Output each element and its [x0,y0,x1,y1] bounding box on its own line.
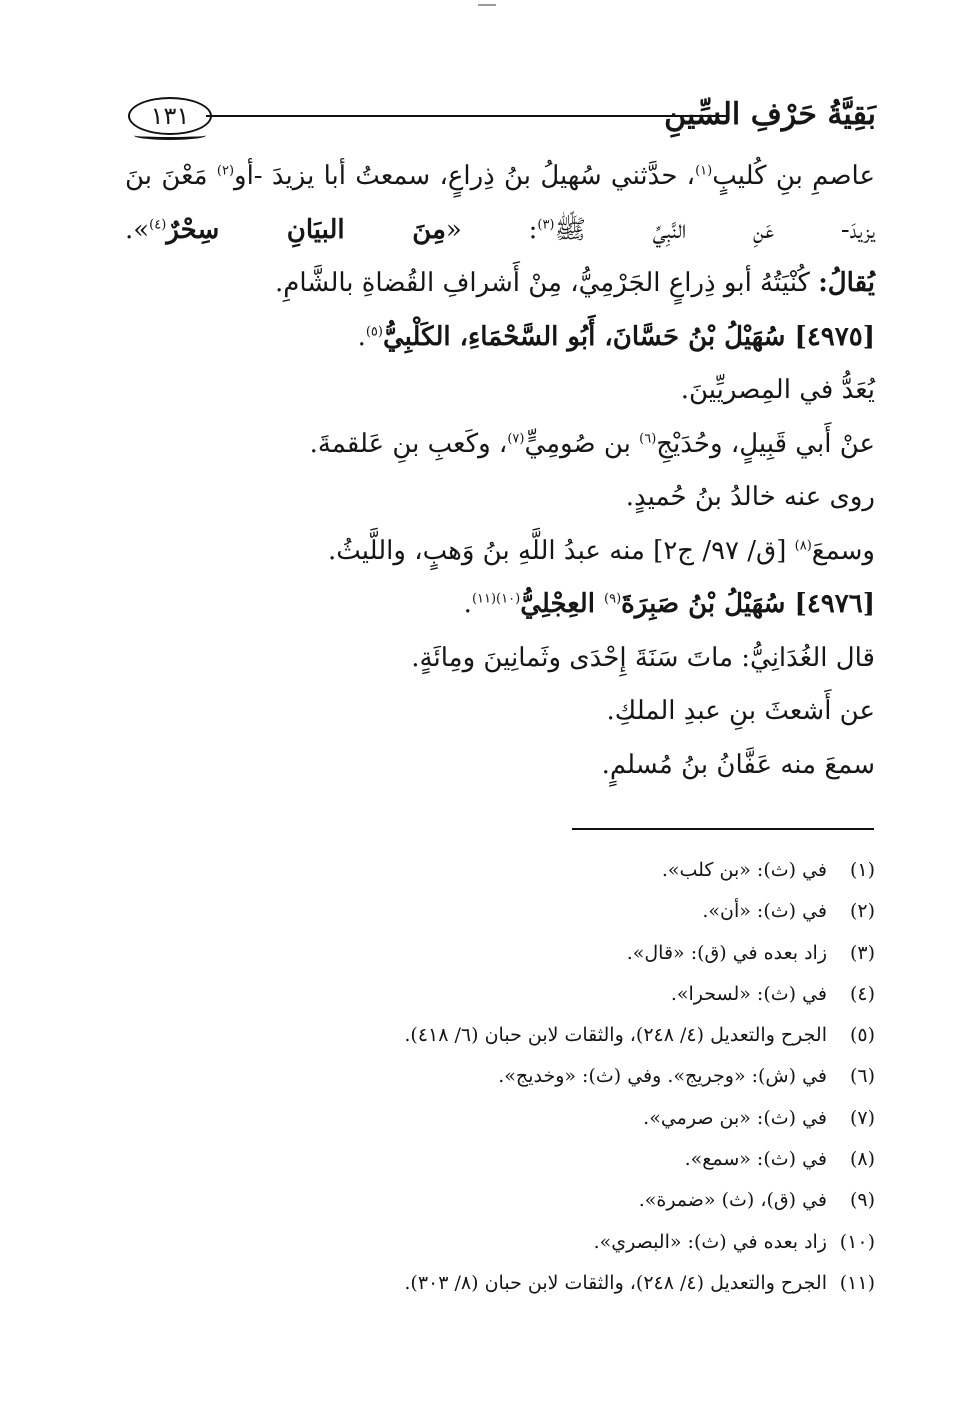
body-line [125,204,875,258]
page-number: ١٣١ [150,102,190,130]
footnote-item [300,1056,875,1097]
body-line [125,471,875,525]
footnote-number: (٧) [849,1106,875,1129]
page-header [118,95,878,143]
bold-text: [٤٩٧٦] سُهَيْلُ بْنُ صَبِرَةَ [621,589,875,619]
text-run: : « [445,214,538,245]
text-run: وسمعَ [811,535,875,566]
footnote-number: (٣) [849,941,875,964]
header-rule [206,115,726,117]
footnote-number: (٦) [849,1065,875,1088]
body-line [125,632,875,686]
footnote-text: في (ث): «سمع». [684,1148,827,1171]
text-run: روى عنه خالدُ بنُ حُميدٍ. [625,482,875,512]
footnote-item [300,974,875,1015]
text-run: ، حدَّثني سُهيلُ بنُ ذِراعٍ، سمعتُ أبا يزيدَ -أو [234,161,696,191]
page-number-badge [128,97,212,135]
footnote-item [300,1222,875,1263]
footnote-ref: (٢) [216,163,235,179]
text-run: عاصمِ بنِ كُليبٍ [712,161,875,191]
footnote-separator [572,828,874,830]
body-line [125,150,875,204]
text-run: عن أَشعثَ بنِ عبدِ الملكِ. [606,696,875,726]
footnote-number: (٥) [849,1024,875,1047]
body-line [125,739,875,793]
footnote-ref: (٣) [537,216,555,232]
body-line [125,685,875,739]
text-run: مَعْنَ بنَ [125,161,217,191]
footnote-ref: (١٠)(١١) [471,591,521,607]
text-run: يزيدَ- عَنِ النَّبِيِّ ﷺ [554,214,876,245]
body-line [125,364,875,418]
bold-text: يُقالُ: [818,268,875,298]
footnote-text: في (ث): «بن كلب». [661,859,827,881]
text-run: . [463,589,472,619]
main-text [125,150,875,792]
body-line [125,311,875,365]
text-run: كُنْيَتُهُ أبو ذِراعٍ الجَرْمِيُّ، مِنْ أَشرافِ القُضاةِ بالشَّامِ. [274,268,819,298]
footnote-item [300,850,875,891]
footnote-number: (٩) [849,1189,875,1212]
footnote-item [300,1139,875,1180]
body-line [125,257,875,311]
footnote-number: (٤) [849,982,875,1005]
running-title: بَقِيَّةُ حَرْفِ السِّينِ [664,97,876,132]
footnote-ref: (٦) [639,430,657,446]
footnote-number: (١٠) [839,1230,875,1253]
footnote-text: في (ق)، (ث) «ضمرة». [638,1189,827,1212]
text-run: قال الغُدَانِيُّ: ماتَ سَنَةَ إِحْدَى وثَمانِينَ ومِائَةٍ. [411,642,875,673]
body-line [125,418,875,472]
bold-text: العِجْلِيُّ [520,589,604,619]
bold-text: مِنَ البيَانِ سِحْرٌ [166,214,446,245]
footnote-item [300,1180,875,1221]
footnote-text: الجرح والتعديل (٤/ ٢٤٨)، والثقات لابن حبان (٨/ ٣٠٣). [404,1271,827,1294]
top-edge-mark [478,4,496,6]
footnote-item [300,1263,875,1304]
body-line [125,525,875,579]
bold-text: [٤٩٧٥] سُهَيْلُ بْنُ حَسَّانَ، أَبُو السَّحْمَاءِ، الكَلْبِيُّ [382,321,875,352]
footnote-text: في (ش): «وجريج». وفي (ث): «وخديج». [498,1065,827,1088]
footnote-ref: (٧) [507,430,525,446]
footnote-number: (٨) [849,1148,875,1171]
footnote-text: الجرح والتعديل (٤/ ٢٤٨)، والثقات لابن حبان (٦/ ٤١٨). [404,1024,827,1047]
footnote-text: في (ث): «أن». [702,900,827,923]
body-line [125,578,875,632]
footnote-ref: (٨) [794,537,812,553]
footnote-number: (٢) [849,900,875,923]
footnote-number: (١) [849,859,875,881]
text-run: . [357,321,366,352]
text-run: [ق/ ٩٧/ ج٢] منه عبدُ اللَّهِ بنُ وَهبٍ، واللَّيثُ. [328,535,795,566]
footnote-text: في (ث): «بن صرمي». [643,1106,827,1129]
footnote-text: زاد بعده في (ث): «البصري». [593,1230,827,1253]
footnote-item [300,891,875,932]
text-run: بن صُومِيٍّ [524,428,640,459]
footnote-ref: (٩) [604,591,622,607]
footnote-text: في (ث): «لسحرا». [670,982,827,1005]
footnote-ref: (٤) [149,216,167,232]
footnote-ref: (٥) [365,323,383,339]
text-run: يُعَدُّ في المِصريِّينَ. [680,375,875,405]
footnote-item [300,1015,875,1056]
footnotes [300,850,875,1304]
text-run: ». [125,214,150,245]
footnote-ref: (١) [695,163,713,179]
text-run: عنْ أَبي قَبِيلٍ، وحُدَيْجِ [656,428,875,459]
text-run: سمعَ منه عَفَّانُ بنُ مُسلمٍ. [601,749,875,780]
text-run: ، وكَعبِ بنِ عَلقمةَ. [309,428,508,459]
footnote-number: (١١) [839,1271,875,1294]
footnote-text: زاد بعده في (ق): «قال». [626,941,827,964]
footnote-item [300,933,875,974]
footnote-item [300,1098,875,1139]
